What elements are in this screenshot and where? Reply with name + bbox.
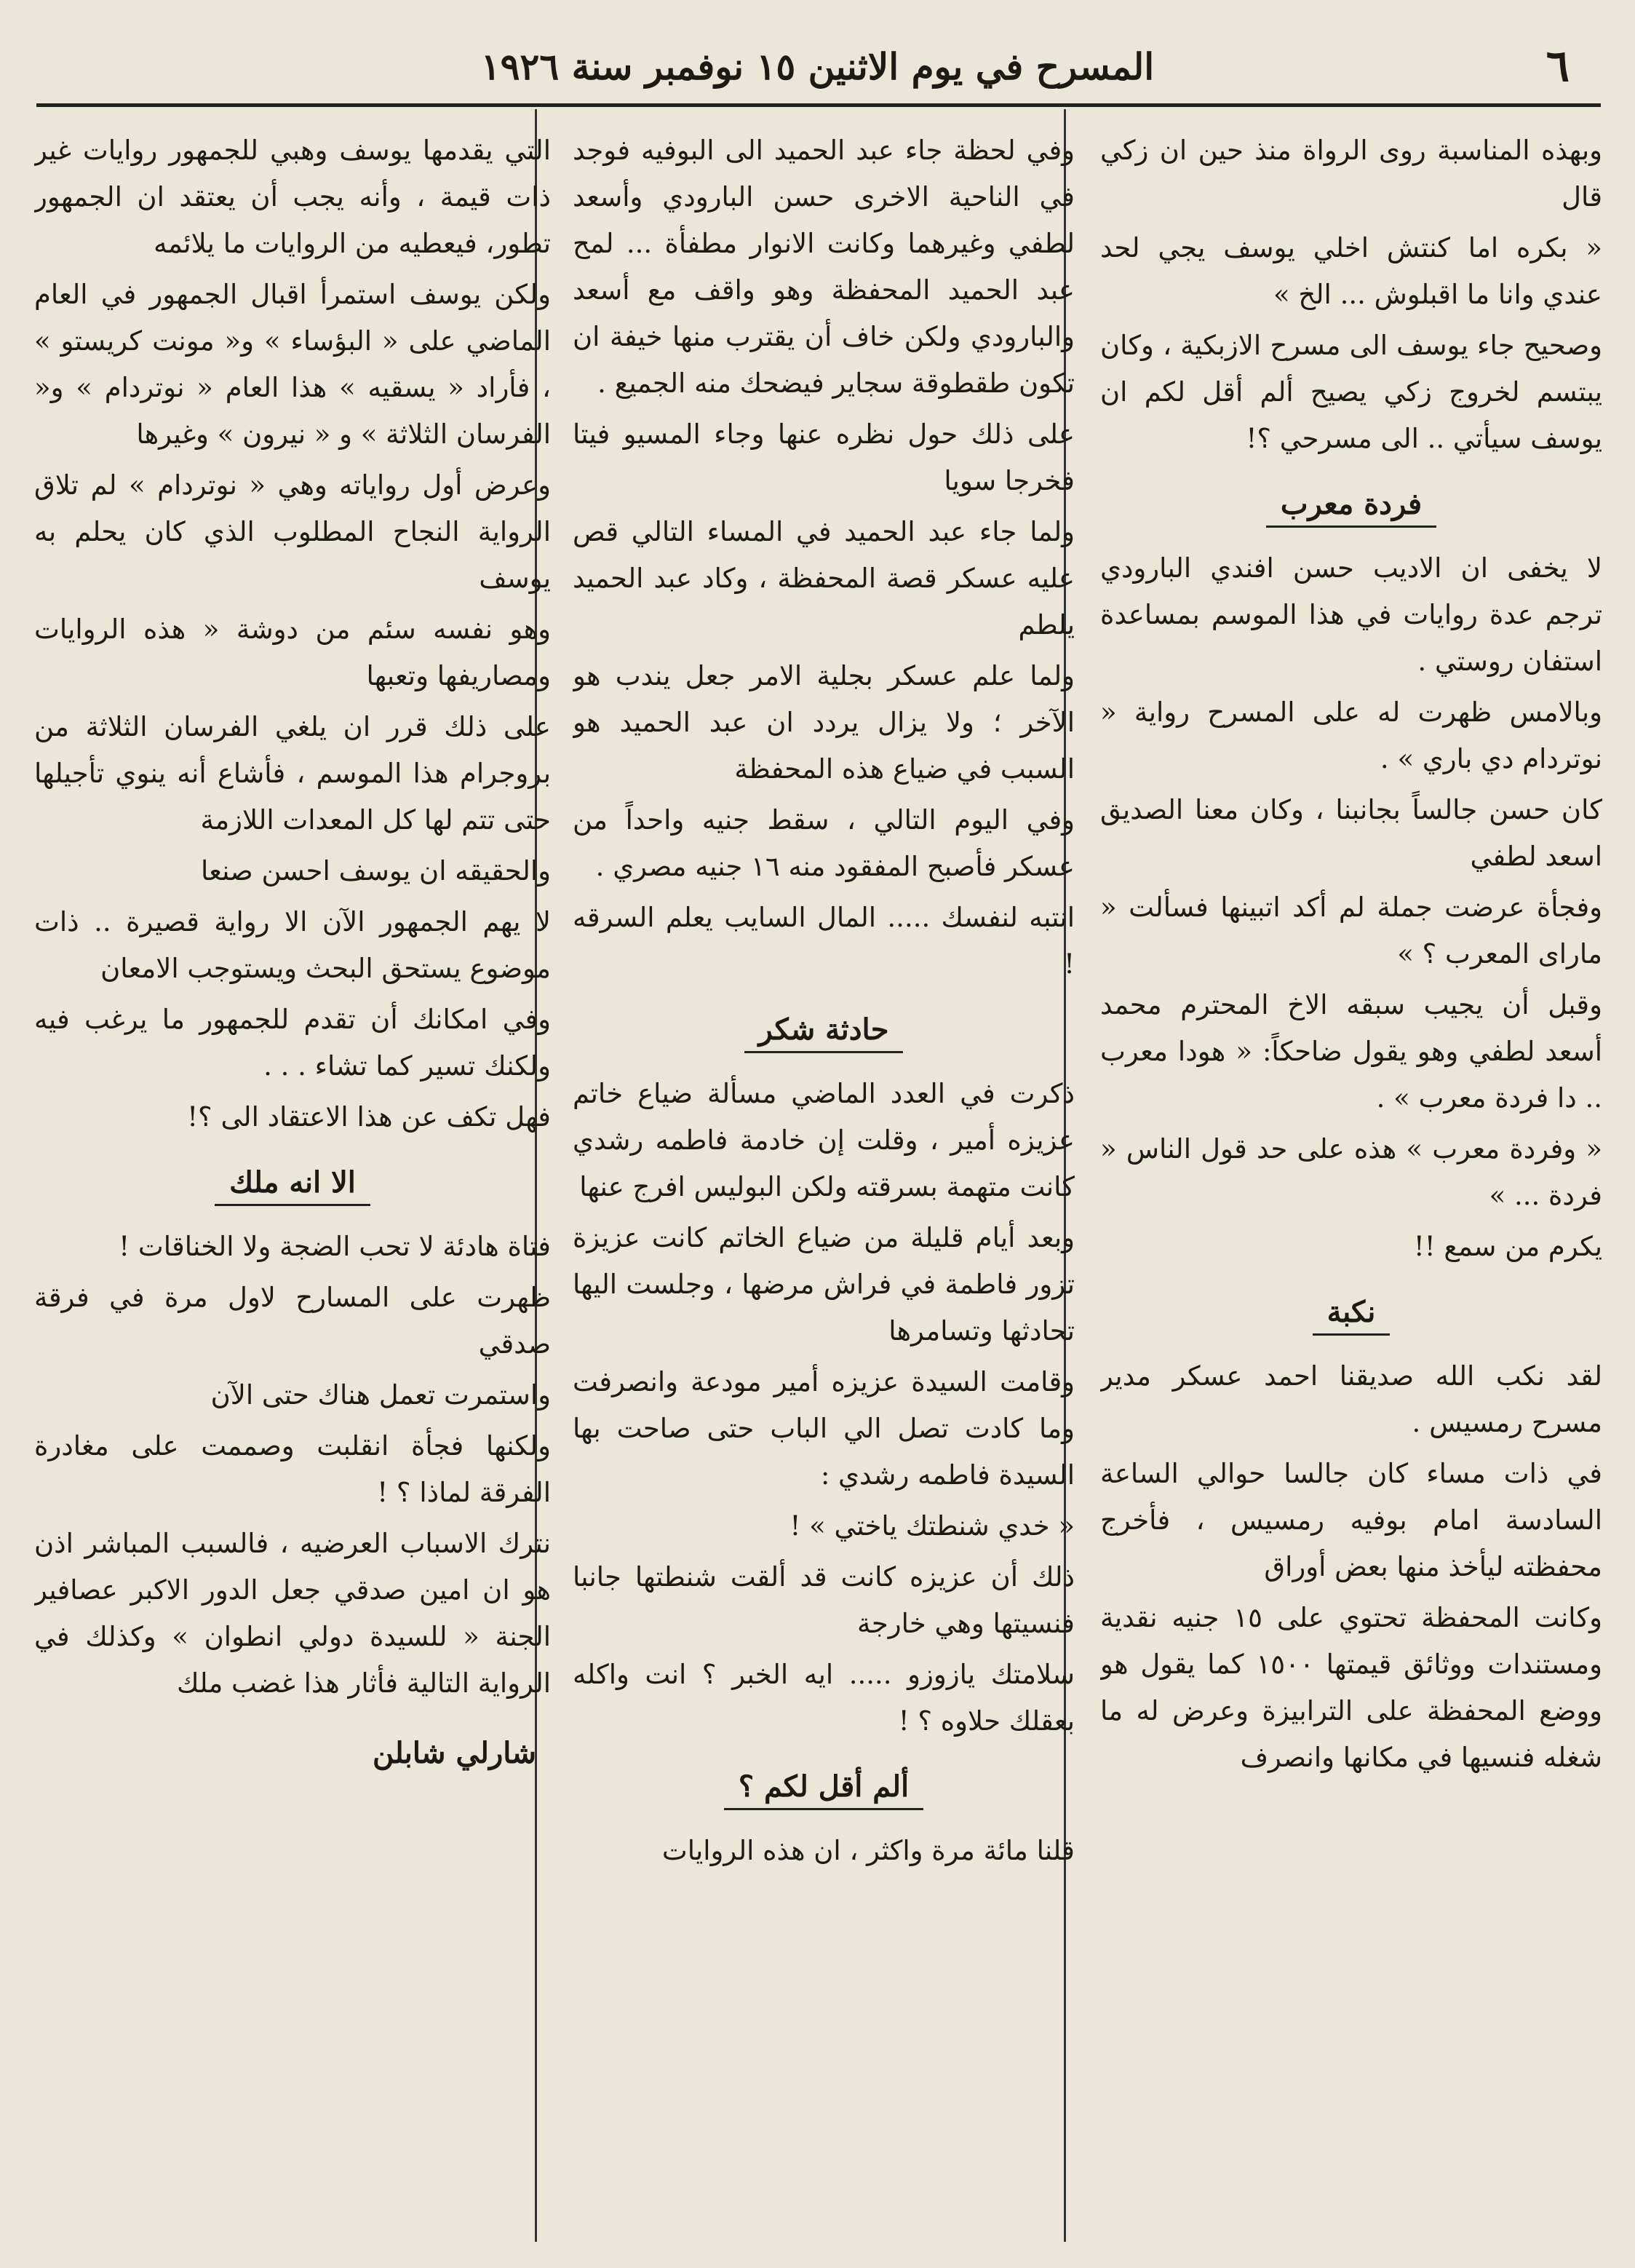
section-title: ألم أقل لكم ؟ xyxy=(724,1769,923,1810)
column-middle xyxy=(573,127,1075,2238)
paragraph: انتبه لنفسك ..... المال السايب يعلم السرقه ! xyxy=(573,902,1075,980)
paragraph: وفي امكانك أن تقدم للجمهور ما يرغب فيه ولكنك تسير كما تشاء . . . xyxy=(34,1004,551,1082)
paragraph: « وفردة معرب » هذه على حد قول الناس « فردة ... » xyxy=(1100,1133,1602,1211)
column-left xyxy=(34,127,551,2238)
quote: « بكره اما كنتش اخلي يوسف يجي لحد عندي وانا ما اقبلوش ... الخ » xyxy=(1100,232,1602,310)
paragraph: ولكنها فجأة انقلبت وصممت على مغادرة الفرقة لماذا ؟ ! xyxy=(34,1430,551,1508)
paragraph: وعرض أول رواياته وهي « نوتردام » لم تلاق الرواية النجاح المطلوب الذي كان يحلم به يوسف xyxy=(34,469,551,594)
paragraph: على ذلك حول نظره عنها وجاء المسيو فيتا فخرجا سويا xyxy=(573,419,1075,496)
column-right xyxy=(1100,127,1602,2238)
paragraph: نترك الاسباب العرضيه ، فالسبب المباشر اذن هو ان امين صدقي جعل الدور الاكبر عصافير الجنة « للسيدة دولي انطوان » وكذلك في الرواية التالية فأثار هذا غضب ملك xyxy=(34,1528,551,1699)
paragraph: وبعد أيام قليلة من ضياع الخاتم كانت عزيزة تزور فاطمة في فراش مرضها ، وجلست اليها تحادثها وتسامرها xyxy=(573,1222,1075,1347)
paragraph: سلامتك يازوزو ..... ايه الخبر ؟ انت واكله بعقلك حلاوه ؟ ! xyxy=(573,1659,1075,1737)
paragraph: ولما جاء عبد الحميد في المساء التالي قص عليه عسكر قصة المحفظة ، وكاد عبد الحميد يلطم xyxy=(573,516,1075,641)
author-signature: شارلي شابلن xyxy=(373,1736,536,1770)
paragraph: التي يقدمها يوسف وهبي للجمهور روايات غير ذات قيمة ، وأنه يجب أن يعتقد ان الجمهور تطور، فيعطيه من الروايات ما يلائمه xyxy=(34,135,551,259)
paragraph: لقد نكب الله صديقنا احمد عسكر مدير مسرح رمسيس . xyxy=(1100,1360,1602,1438)
paragraph: في ذات مساء كان جالسا حوالي الساعة السادسة امام بوفيه رمسيس ، فأخرج محفظته ليأخذ منها بعض أوراق xyxy=(1100,1458,1602,1582)
paragraph: وهو نفسه سئم من دوشة « هذه الروايات ومصاريفها وتعبها xyxy=(34,614,551,691)
page-number: ٦ xyxy=(1546,41,1570,92)
section-title: حادثة شكر xyxy=(744,1012,904,1053)
paragraph: وقبل أن يجيب سبقه الاخ المحترم محمد أسعد لطفي وهو يقول ضاحكاً: « هودا معرب .. دا فردة معرب » . xyxy=(1100,989,1602,1114)
section-title: نكبة xyxy=(1313,1295,1391,1336)
paragraph: لا يخفى ان الاديب حسن افندي البارودي ترجم عدة روايات في هذا الموسم بمساعدة استفان روستي . xyxy=(1100,552,1602,677)
paragraph: كان حسن جالساً بجانبنا ، وكان معنا الصديق اسعد لطفي xyxy=(1100,794,1602,872)
paragraph: وفي لحظة جاء عبد الحميد الى البوفيه فوجد في الناحية الاخرى حسن البارودي وأسعد لطفي وغيرهما وكانت الانوار مطفأة ... لمح عبد الحميد المحفظة وهو واقف مع أسعد والبارودي ولكن خاف أن يقترب منها خيفة ان تكون طقطوقة سجاير فيضحك منه الجميع . xyxy=(573,135,1075,399)
page-title: المسرح في يوم الاثنين ١٥ نوفمبر سنة ١٩٢٦ xyxy=(480,45,1155,88)
paragraph: لا يهم الجمهور الآن الا رواية قصيرة .. ذات موضوع يستحق البحث ويستوجب الامعان xyxy=(34,906,551,984)
section-heading xyxy=(1100,487,1602,528)
quote: « خدي شنطتك ياختي » ! xyxy=(789,1510,1075,1542)
paragraph: ظهرت على المسارح لاول مرة في فرقة صدقي xyxy=(34,1282,551,1360)
paragraph: ذلك أن عزيزه كانت قد ألقت شنطتها جانبا فنسيتها وهي خارجة xyxy=(573,1561,1075,1639)
paragraph: قلنا مائة مرة واكثر ، ان هذه الروايات xyxy=(661,1835,1075,1866)
paragraph: وفجأة عرضت جملة لم أكد اتبينها فسألت « ماراى المعرب ؟ » xyxy=(1100,892,1602,970)
paragraph: فتاة هادئة لا تحب الضجة ولا الخناقات ! xyxy=(119,1231,551,1262)
page-header xyxy=(0,35,1635,100)
paragraph: يكرم من سمع !! xyxy=(1413,1231,1602,1262)
section-heading xyxy=(573,1769,1075,1810)
paragraph: وقامت السيدة عزيزه أمير مودعة وانصرفت وما كادت تصل الي الباب حتى صاحت بها السيدة فاطمه رشدي : xyxy=(573,1366,1075,1491)
paragraph: واستمرت تعمل هناك حتى الآن xyxy=(210,1379,551,1411)
section-heading xyxy=(34,1165,551,1206)
paragraph: ذكرت في العدد الماضي مسألة ضياع خاتم عزيزه أمير ، وقلت إن خادمة فاطمه رشدي كانت متهمة بسرقته ولكن البوليس افرج عنها xyxy=(573,1078,1075,1202)
header-rule xyxy=(36,103,1601,107)
paragraph: وبالامس ظهرت له على المسرح رواية « نوتردام دي باري » . xyxy=(1100,697,1602,774)
paragraph: وصحيح جاء يوسف الى مسرح الازبكية ، وكان يبتسم لخروج زكي يصيح ألم أقل لكم ان يوسف سيأتي .. الى مسرحي ؟! xyxy=(1100,330,1602,454)
paragraph: وفي اليوم التالي ، سقط جنيه واحداً من عسكر فأصبح المفقود منه ١٦ جنيه مصري . xyxy=(573,804,1075,882)
paragraph: والحقيقه ان يوسف احسن صنعا xyxy=(201,855,551,887)
paragraph: ولما علم عسكر بجلية الامر جعل يندب هو الآخر ؛ ولا يزال يردد ان عبد الحميد هو السبب في ضياع هذه المحفظة xyxy=(573,660,1075,785)
section-title: الا انه ملك xyxy=(215,1165,370,1206)
paragraph: وكانت المحفظة تحتوي على ١٥ جنيه نقدية ومستندات ووثائق قيمتها ١٥٠٠ كما يقول هو ووضع المحفظة على الترابيزة وعرض له ما شغله فنسيها في مكانها وانصرف xyxy=(1100,1602,1602,1773)
paragraph: فهل تكف عن هذا الاعتقاد الى ؟! xyxy=(187,1101,551,1133)
paragraph: ولكن يوسف استمرأ اقبال الجمهور في العام الماضي على « البؤساء » و« مونت كريستو » ، فأراد « يسقيه » هذا العام « نوتردام » و« الفرسان الثلاثة » و « نيرون » وغيرها xyxy=(34,279,551,450)
paragraph: وبهذه المناسبة روى الرواة منذ حين ان زكي قال xyxy=(1100,135,1602,213)
section-title: فردة معرب xyxy=(1266,487,1436,528)
section-heading xyxy=(1100,1295,1602,1336)
section-heading xyxy=(573,1012,1075,1053)
paragraph: على ذلك قرر ان يلغي الفرسان الثلاثة من بروجرام هذا الموسم ، فأشاع أنه ينوي تأجيلها حتى تتم لها كل المعدات اللازمة xyxy=(34,711,551,836)
